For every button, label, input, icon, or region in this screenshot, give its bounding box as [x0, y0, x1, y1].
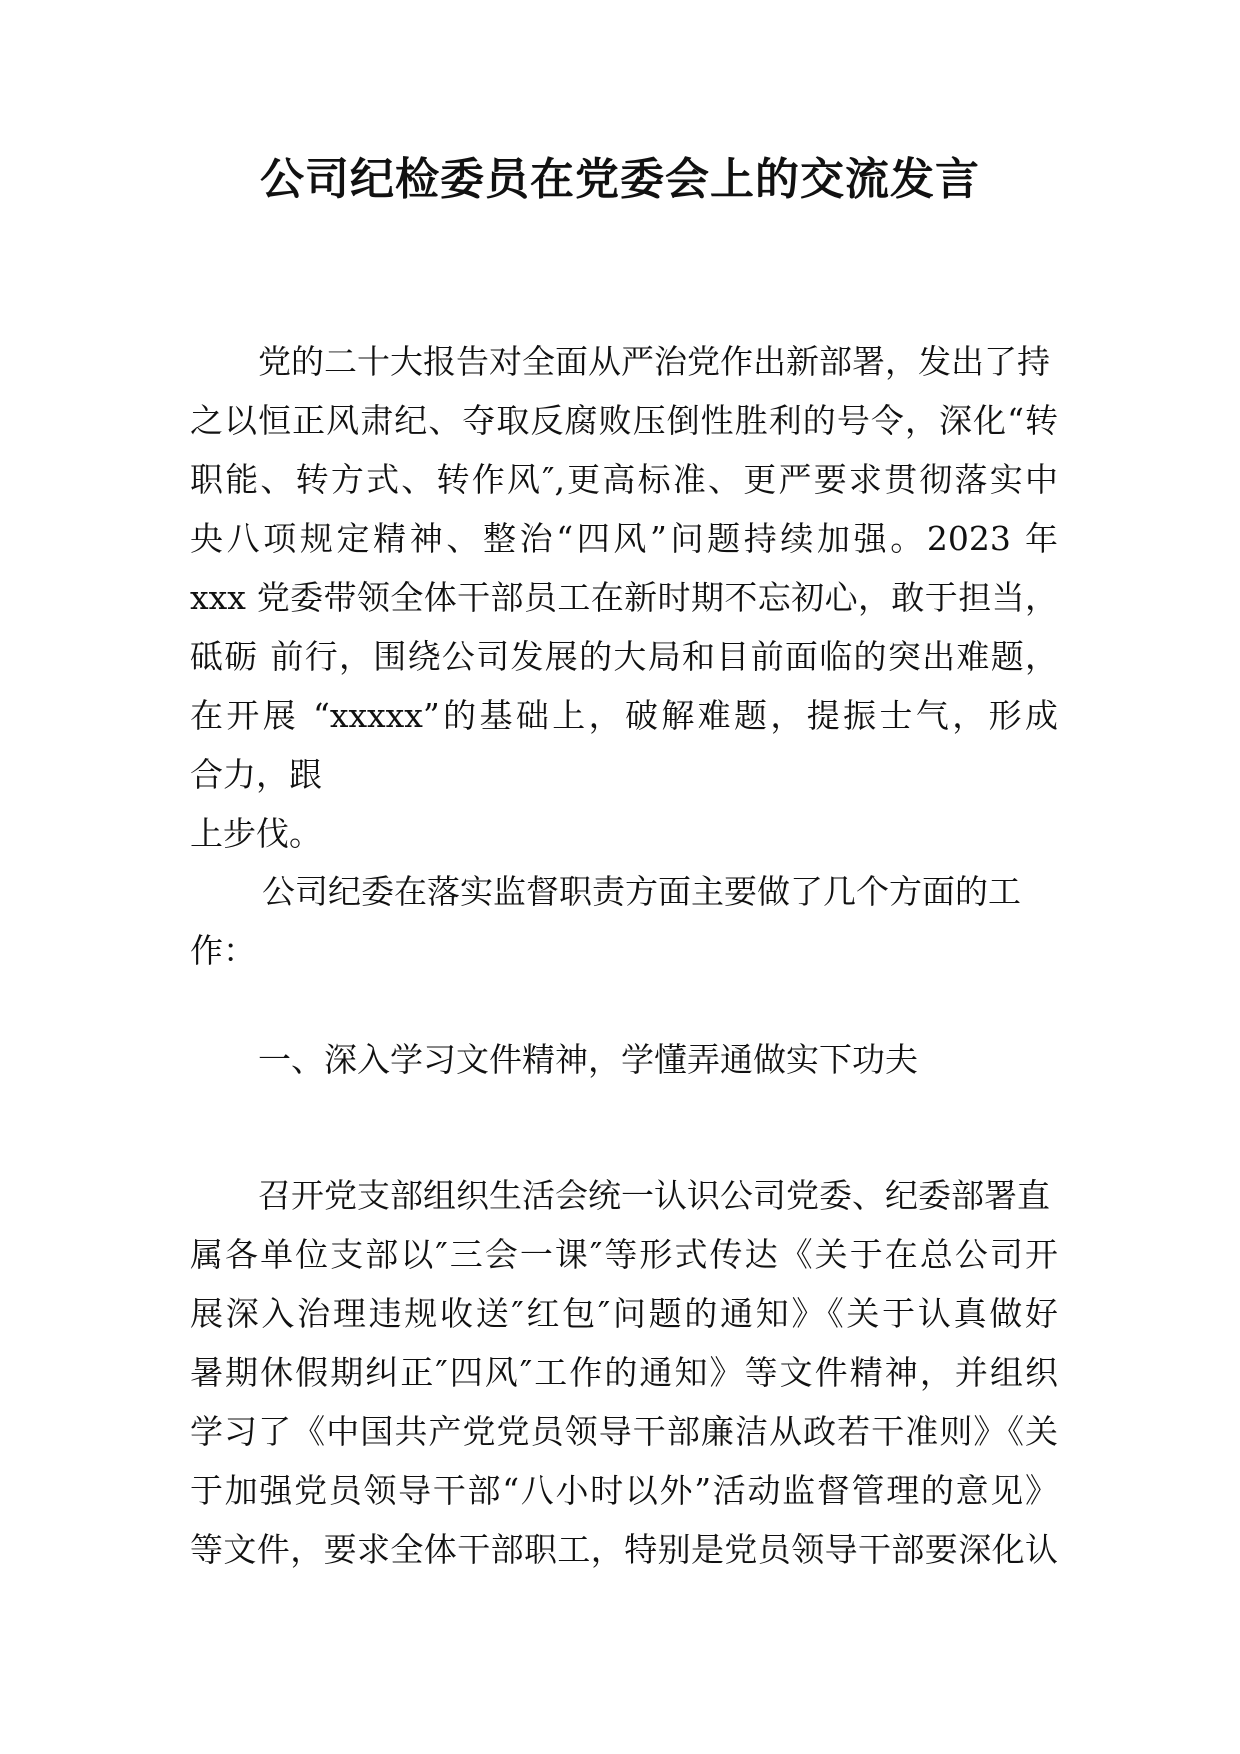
intro-line-2: 之以恒正风肃纪、夺取反腐败压倒性胜利的号令，深化“转: [190, 401, 1058, 440]
intro-line-3: 职能、转方式、转作风″,更高标准、更严要求贯彻落实中: [190, 460, 1058, 499]
section-body-line-7: 等文件，要求全体干部职工，特别是党员领导干部要深化认: [190, 1530, 1058, 1569]
section-body-line-4: 暑期休假期纠正″四风″工作的通知》等文件精神，并组织: [190, 1353, 1058, 1392]
document-title: 公司纪检委员在党委会上的交流发言: [260, 154, 980, 205]
intro-line-9: 上步伐。: [190, 814, 322, 853]
intro-line-4: 央八项规定精神、整治“四风”问题持续加强。2023 年: [190, 519, 1058, 558]
summary-line-1: 公司纪委在落实监督职责方面主要做了几个方面的工: [262, 872, 1021, 911]
section-body-line-2: 属各单位支部以″三会一课″等形式传达《关于在总公司开: [190, 1235, 1058, 1274]
summary-line-2: 作：: [190, 931, 256, 970]
intro-line-6: 砥砺 前行，围绕公司发展的大局和目前面临的突出难题，: [190, 637, 1058, 676]
intro-paragraph: [190, 332, 1058, 863]
section-body-line-3: 展深入治理违规收送″红包″问题的通知》《关于认真做好: [190, 1294, 1058, 1333]
intro-line-8: 合力，跟: [190, 755, 322, 794]
section-heading-block: [190, 1030, 1058, 1089]
intro-line-1: 党的二十大报告对全面从严治党作出新部署，发出了持: [258, 342, 1050, 381]
section-body-paragraph: [190, 1166, 1058, 1579]
section-heading: 一、深入学习文件精神，学懂弄通做实下功夫: [258, 1040, 918, 1079]
summary-paragraph: [190, 862, 1058, 980]
section-body-line-5: 学习了《中国共产党党员领导干部廉洁从政若干准则》《关: [190, 1412, 1058, 1451]
intro-line-5: xxx 党委带领全体干部员工在新时期不忘初心，敢于担当，: [190, 578, 1058, 617]
section-body-line-6: 于加强党员领导干部“八小时以外”活动监督管理的意见》: [190, 1471, 1058, 1510]
intro-line-7: 在开展 “xxxxx”的基础上，破解难题，提振士气，形成: [190, 696, 1058, 735]
section-body-line-1: 召开党支部组织生活会统一认识公司党委、纪委部署直: [258, 1176, 1050, 1215]
